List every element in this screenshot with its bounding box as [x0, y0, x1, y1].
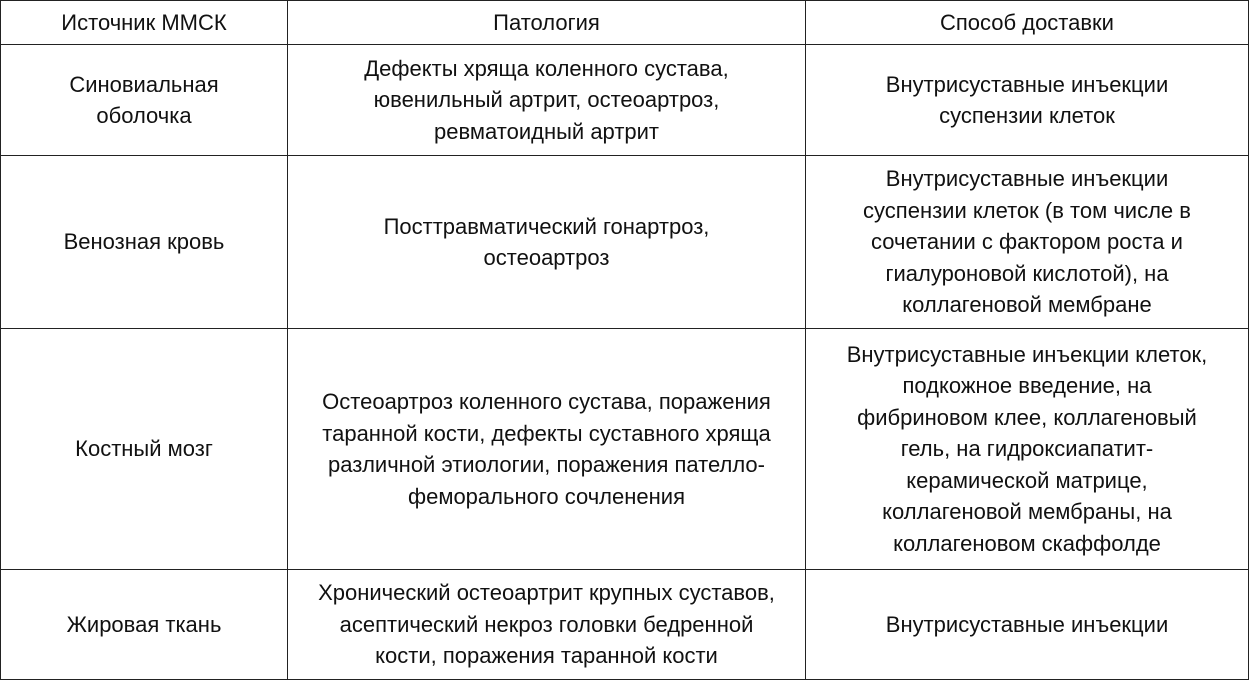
source-cell — [1, 156, 288, 329]
pathology-text: Дефекты хряща коленного сустава, ювенильный артрит, остеоартроз, ревматоидный артрит — [364, 55, 729, 144]
table-row — [1, 156, 1249, 329]
source-text: Венозная кровь — [63, 229, 225, 255]
header-row — [1, 1, 1249, 45]
source-cell — [1, 329, 288, 570]
pathology-cell — [288, 45, 806, 156]
delivery-text: Внутрисуставные инъекции — [885, 611, 1169, 637]
delivery-cell — [806, 329, 1249, 570]
delivery-text: Внутрисуставные инъекции суспензии клеток (в том числе в сочетании с фактором роста и гиалуроновой кислотой), на коллагеновой мембране — [863, 166, 1191, 318]
source-text: Жировая ткань — [66, 611, 222, 637]
source-text: Синовиальная оболочка — [69, 71, 219, 128]
delivery-text: Внутрисуставные инъекции суспензии клеток — [885, 71, 1169, 128]
header-source: Источник ММСК — [1, 1, 288, 45]
delivery-cell — [806, 570, 1249, 680]
table-row — [1, 570, 1249, 680]
delivery-text: Внутрисуставные инъекции клеток, подкожное введение, на фибриновом клее, коллагеновый гель, на гидроксиапатит- керамической матрице, коллагеновой мембраны, на коллагеновом скаффолде — [846, 341, 1208, 556]
header-delivery: Способ доставки — [806, 1, 1249, 45]
pathology-text: Посттравматический гонартроз, остеоартроз — [383, 213, 710, 270]
pathology-text: Остеоартроз коленного сустава, поражения таранной кости, дефекты суставного хряща различной этиологии, поражения пателло- феморального сочленения — [322, 389, 771, 509]
source-cell — [1, 570, 288, 680]
source-text: Костный мозг — [75, 436, 213, 462]
table-row — [1, 329, 1249, 570]
pathology-cell — [288, 329, 806, 570]
pathology-text: Хронический остеоартрит крупных суставов, асептический некроз головки бедренной кости, поражения таранной кости — [318, 580, 775, 669]
pathology-cell — [288, 156, 806, 329]
delivery-cell — [806, 156, 1249, 329]
source-cell — [1, 45, 288, 156]
header-pathology: Патология — [288, 1, 806, 45]
delivery-cell — [806, 45, 1249, 156]
pathology-cell — [288, 570, 806, 680]
table-row — [1, 45, 1249, 156]
